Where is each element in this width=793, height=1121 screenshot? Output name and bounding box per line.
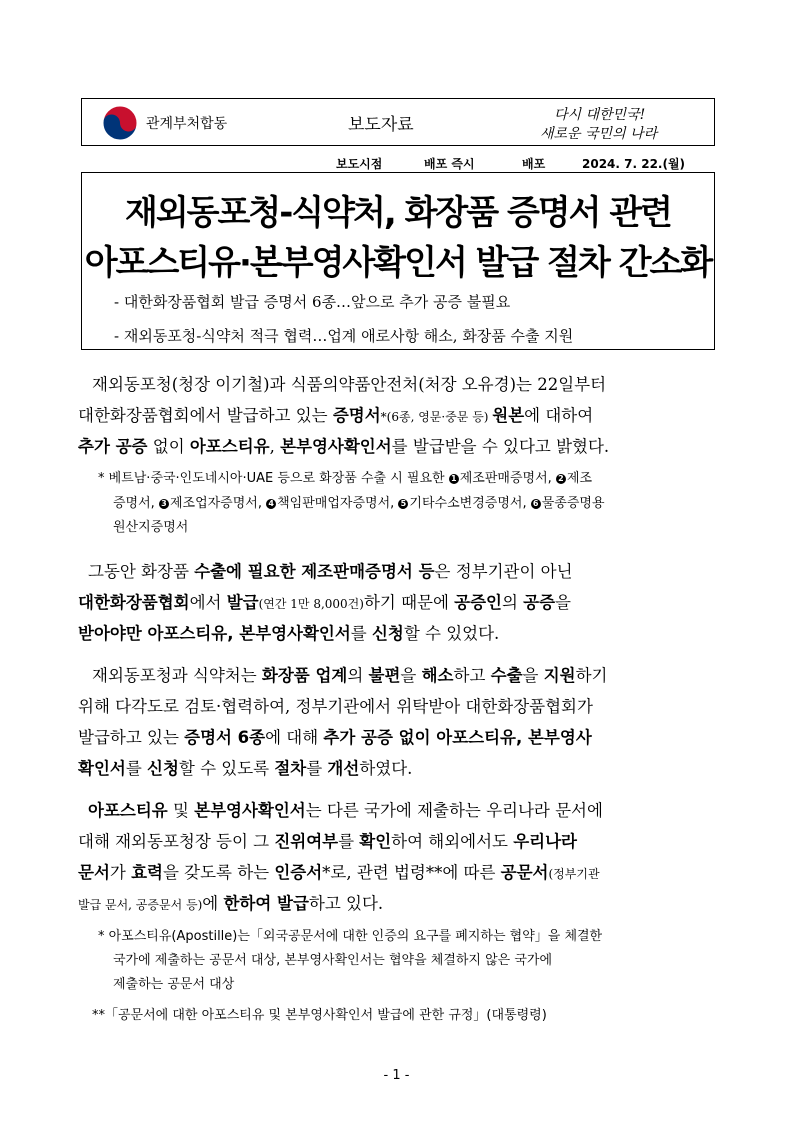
fn1-line-2: 증명서, 3 제조업자증명서, 4 책임판매업자증명서, 5 기타수소변경증명서, 6 물종증명용 [113,496,605,511]
p2-line-1: 그동안 화장품 수출에 필요한 제조판매증명서 등은 정부기관이 아닌 [88,562,573,581]
p3-line-4: 확인서를 신청할 수 있도록 절차를 개선하였다. [78,759,413,778]
distribution-label: 배포 [522,157,546,171]
doc-type: 보도자료 [348,115,414,135]
p3-line-2: 위해 다각도로 검토·협력하여, 정부기관에서 위탁받아 대한화장품협회가 [78,697,593,716]
p2-line-2: 대한화장품협회에서 발급(연간 1만 8,000건)하기 때문에 공증인의 공증을 [78,593,571,612]
p3-line-1: 재외동포청과 식약처는 화장품 업계의 불편을 해소하고 수출을 지원하기 [92,666,608,685]
p1-line-2: 대한화장품협회에서 발급하고 있는 증명서*(6종, 영문·중문 등) 원본에 대하여 [78,406,594,425]
slogan-calligraphy [532,101,712,145]
fn1-line-1: * 베트남·중국·인도네시아·UAE 등으로 화장품 수출 시 필요한 1 제조판매증명서, 2 제조 [98,471,593,486]
fn2-line-3: 제출하는 공문서 대상 [113,977,235,992]
fn2-line-2: 국가에 제출하는 공문서 대상, 본부영사확인서는 협약을 체결하지 않은 국가에 [113,953,553,968]
fn1-line-3: 원산지증명서 [113,520,189,535]
title-line-2: 아포스티유·본부영사확인서 발급 절차 간소화 [84,243,712,283]
fn2-line-1: * 아포스티유(Apostille)는「외국공문서에 대한 인증의 요구를 폐지하는 협약」을 체결한 [98,929,603,944]
p4-line-1: 아포스티유 및 본부영사확인서는 다른 국가에 제출하는 우리나라 문서에 [88,801,603,820]
title-line-1: 재외동포청-식약처, 화장품 증명서 관련 [124,193,672,233]
header-box [81,98,715,146]
fn2-line-4: **「공문서에 대한 아포스티유 및 본부영사확인서 발급에 관한 규정」(대통령령) [92,1008,547,1023]
subtitle-2: - 재외동포청-식약처 적극 협력…업계 애로사항 해소, 화장품 수출 지원 [114,327,574,345]
p1-line-1: 재외동포청(청장 이기철)과 식품의약품안전처(처장 오유경)는 22일부터 [92,375,607,394]
p4-line-2: 대해 재외동포청장 등이 그 진위여부를 확인하여 해외에서도 우리나라 [78,832,577,851]
release-value: 배포 즉시 [424,157,475,171]
p3-line-3: 발급하고 있는 증명서 6종에 대해 추가 공증 없이 아포스티유, 본부영사 [78,728,592,747]
svg-text:새로운 국민의 나라: 새로운 국민의 나라 [540,126,658,142]
release-label: 보도시점 [336,157,383,171]
p1-line-3: 추가 공증 없이 아포스티유, 본부영사확인서를 발급받을 수 있다고 밝혔다. [78,437,610,456]
title-box [81,172,715,350]
p4-line-3: 문서가 효력을 갖도록 하는 인증서*로, 관련 법령**에 따른 공문서(정부기관 [78,863,600,882]
taegeuk-logo-icon [102,105,138,141]
p4-line-4: 발급 문서, 공증문서 등)에 한하여 발급하고 있다. [78,894,384,913]
p2-line-3: 받아야만 아포스티유, 본부영사확인서를 신청할 수 있었다. [78,624,500,643]
page-number: - 1 - [383,1068,410,1083]
distribution-date: 2024. 7. 22.(월) [582,157,686,171]
org-name: 관계부처합동 [146,116,228,132]
svg-text:다시 대한민국!: 다시 대한민국! [554,107,646,123]
subtitle-1: - 대한화장품협회 발급 증명서 6종…앞으로 추가 공증 불필요 [114,293,511,311]
